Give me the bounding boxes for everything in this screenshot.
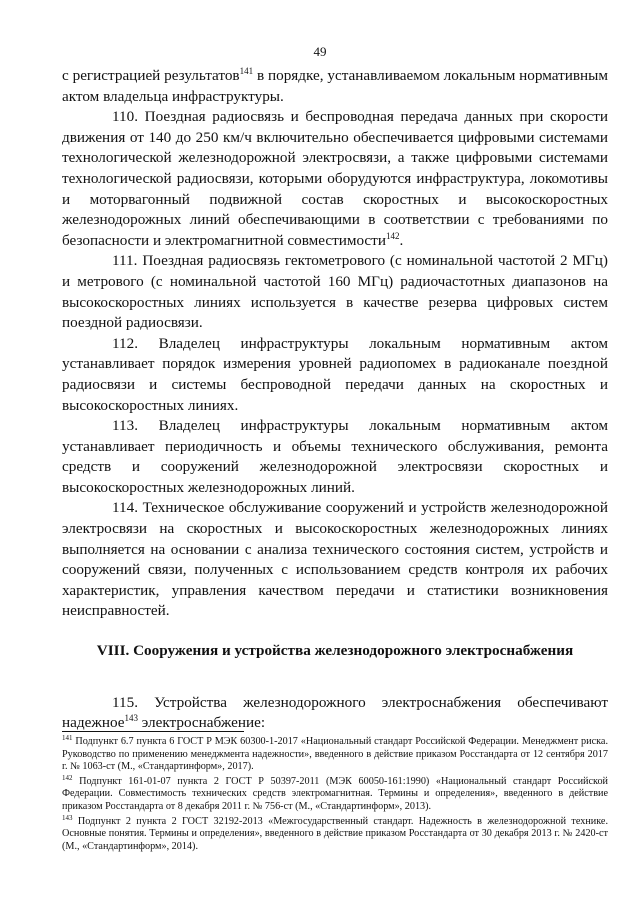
paragraph-continuation: с регистрацией результатов$^{141}$ в порядке, устанавливаемом локальным нормативным актом владельца инфраструктуры.	[62, 66, 608, 105]
footnote-143: $^{143}$ Подпункт 2 пункта 2 ГОСТ 32192-2013 «Межгосударственный стандарт. Надежность в железнодорожной технике. Основные понятия. Термины и определения», введенного в действие приказом Росстандарта от 30 декабря 2013 г. № 2420-ст (М., «Стандартинформ», 2014).	[62, 813, 608, 852]
footnote-ref-143[interactable]: 143	[124, 713, 138, 724]
body-text	[62, 66, 608, 734]
footnote-ref-141[interactable]: 141	[239, 66, 254, 76]
footnotes	[62, 736, 608, 855]
paragraph-111: 111. Поездная радиосвязь гектометрового (с номинальной частотой 2 МГц) и метрового (с номинальной частотой 160 МГц) радиочастотных диапазонов на высокоскоростных линиях используется в качестве резерва цифровых систем поездной радиосвязи.	[62, 252, 608, 332]
paragraph-112: 112. Владелец инфраструктуры локальным нормативным актом устанавливает порядок измерения уровней радиопомех в радиоканале поездной радиосвязи и системы беспроводной передачи данных на скоростных и высокоскоростных линиях.	[62, 334, 608, 414]
footnote-divider	[62, 731, 244, 732]
footnote-141: $^{141}$ Подпункт 6.7 пункта 6 ГОСТ Р МЭК 60300-1-2017 «Национальный стандарт Российской Федерации. Менеджмент риска. Руководство по применению менеджмента надежности», введенного в действие приказом Росстандарта от 12 сентября 2017 г. № 1063-ст (М., «Стандартинформ», 2017).	[62, 734, 608, 773]
section-heading: VIII. Сооружения и устройства железнодорожного электроснабжения	[96, 642, 574, 660]
paragraph-113: 113. Владелец инфраструктуры локальным нормативным актом устанавливает периодичность и объемы технического обслуживания, ремонта средств и сооружений железнодорожной электросвязи скоростных и высокоскоростных железнодорожных линий.	[62, 417, 608, 496]
paragraph-115: 115. Устройства железнодорожного электроснабжения обеспечивают надежное$^{143}$ электроснабжение:	[62, 693, 608, 732]
footnote-142: $^{142}$ Подпункт 161-01-07 пункта 2 ГОСТ Р 50397-2011 (МЭК 60050-161:1990) «Национальный стандарт Российской Федерации. Совместимость технических средств электромагнитная. Термины и определения», введенного в действие приказом Росстандарта от 8 декабря 2011 г. № 756-ст (М., «Стандартинформ», 2013).	[62, 773, 608, 812]
paragraph-110: 110. Поездная радиосвязь и беспроводная передача данных при скорости движения от 140 до 250 км/ч включительно обеспечивается цифровыми системами технологической железнодорожной электросвязи, а также цифровыми системами технологической радиосвязи, которыми оборудуются инфраструктура, локомотивы и моторвагонный подвижной состав скоростных и высокоскоростных железнодорожных линий обеспечивающими в соответствии с требованиями по безопасности и электромагнитной совместимости$^{142}$.	[62, 108, 608, 249]
footnote-ref-142[interactable]: 142	[385, 230, 400, 241]
page-number: 49	[313, 44, 327, 59]
paragraph-114: 114. Техническое обслуживание сооружений и устройств железнодорожной электросвязи на скоростных и высокоскоростных железнодорожных линиях выполняется на основании с анализа технического состояния систем, устройств и сооружений связи, полученных с использованием средств контроля их рабочих характеристик, управления качеством передачи и статистики возникновения неисправностей.	[62, 499, 608, 620]
